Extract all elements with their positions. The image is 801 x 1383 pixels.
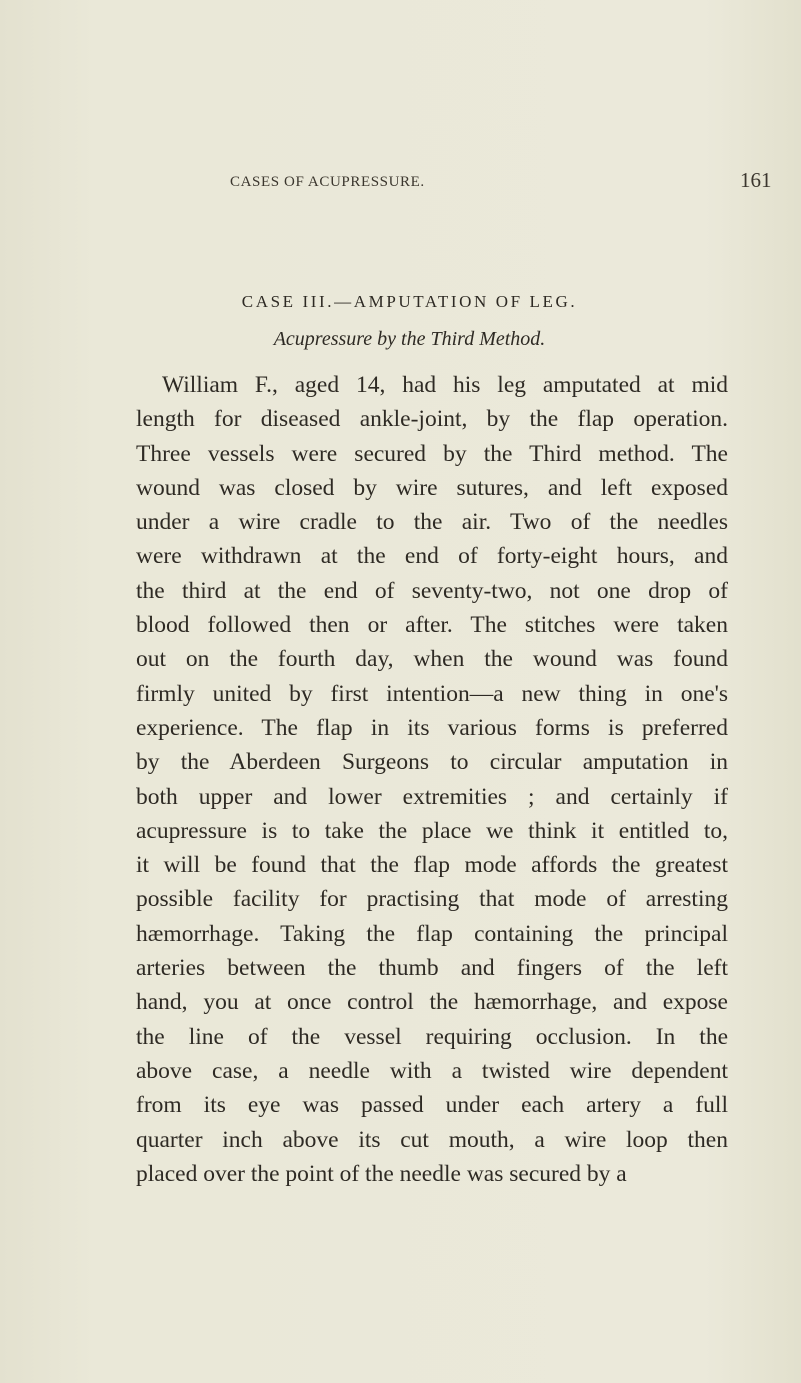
text-line: wound was closed by wire sutures, and left exposed xyxy=(136,474,728,501)
text-line: experience. The flap in its various forms is preferred xyxy=(136,714,728,741)
case-heading: CASE III.—AMPUTATION OF LEG. xyxy=(241,292,578,311)
text-line: blood followed then or after. The stitches were taken xyxy=(136,612,728,639)
text-line: firmly united by first intention—a new thing in one's xyxy=(136,680,728,707)
text-line: from its eye was passed under each artery a full xyxy=(136,1092,728,1119)
case-subtitle: Acupressure by the Third Method. xyxy=(273,328,546,350)
text-line: both upper and lower extremities ; and certainly if xyxy=(136,783,728,810)
running-title: CASES OF ACUPRESSURE. xyxy=(230,174,425,190)
text-line: acupressure is to take the place we think it entitled to, xyxy=(136,817,728,844)
text-line: above case, a needle with a twisted wire dependent xyxy=(136,1057,728,1084)
text-line: quarter inch above its cut mouth, a wire loop then xyxy=(136,1126,728,1153)
text-line: placed over the point of the needle was secured by a xyxy=(136,1160,627,1187)
text-line: the third at the end of seventy-two, not one drop of xyxy=(136,577,728,604)
body-paragraph xyxy=(136,368,728,1191)
text-line: possible facility for practising that mode of arresting xyxy=(136,886,728,913)
page-number: 161 xyxy=(740,168,772,192)
text-line: under a wire cradle to the air. Two of the needles xyxy=(136,509,728,536)
text-line: length for diseased ankle-joint, by the flap operation. xyxy=(136,406,728,433)
text-line: hand, you at once control the hæmorrhage, and expose xyxy=(136,989,728,1016)
text-line: it will be found that the flap mode affords the greatest xyxy=(136,852,728,879)
text-line: hæmorrhage. Taking the flap containing the principal xyxy=(136,920,728,947)
text-line: were withdrawn at the end of forty-eight hours, and xyxy=(136,543,728,570)
text-line: out on the fourth day, when the wound was found xyxy=(136,646,728,673)
text-line: William F., aged 14, had his leg amputated at mid xyxy=(162,372,728,398)
text-line: Three vessels were secured by the Third method. The xyxy=(136,440,728,467)
text-line: arteries between the thumb and fingers of the left xyxy=(136,955,728,982)
text-line: the line of the vessel requiring occlusion. In the xyxy=(136,1023,728,1050)
text-line: by the Aberdeen Surgeons to circular amputation in xyxy=(136,749,728,776)
